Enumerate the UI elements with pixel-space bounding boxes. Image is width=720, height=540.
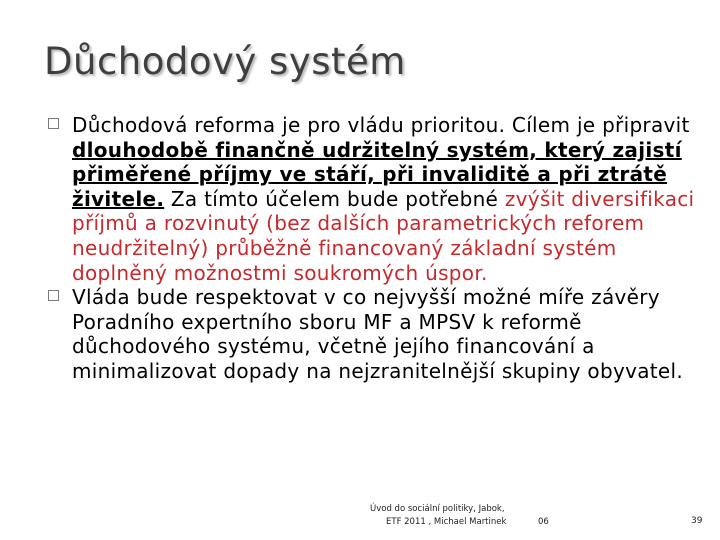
slide-title: Důchodový systém (44, 40, 406, 83)
page-number: 39 (691, 516, 703, 526)
footer-course-line: Úvod do sociální politiky, Jabok, (370, 504, 505, 514)
slide-footer (370, 503, 550, 529)
bullet-text-emphasis: dlouhodobě finančně udržitelný systém, který zajistí přiměřené příjmy ve stáří, při invaliditě a při ztrátě živitele. (72, 137, 682, 211)
footer-number: 06 (538, 517, 549, 527)
bullet-text-segment: Důchodová reforma je pro vládu prioritou. Cílem je připravit (72, 113, 690, 137)
bullet-text-segment: Za tímto účelem bude potřebné (164, 186, 505, 211)
footer-author-line: ETF 2011 , Michael Martinek (386, 517, 507, 527)
bullet-text-highlight: zvýšit diversifikaci příjmů a rozvinutý (bez dalších parametrických reforem neudržitelný) průběžně financovaný základní systém doplněný možnostmi soukromých úspor. (72, 186, 695, 285)
bullet-square-icon (48, 290, 59, 301)
bullet-square-icon (48, 118, 59, 129)
bullet-item-government (48, 285, 696, 383)
slide-content (48, 113, 696, 384)
bullet-item-reform (48, 113, 696, 285)
bullet-text-segment: Vláda bude respektovat v co nejvyšší možné míře závěry Poradního expertního sboru MF a MPSV k reformě důchodového systému, včetně jejího financování a minimalizovat dopady na nejzranitelnější skupiny obyvatel. (72, 285, 684, 383)
